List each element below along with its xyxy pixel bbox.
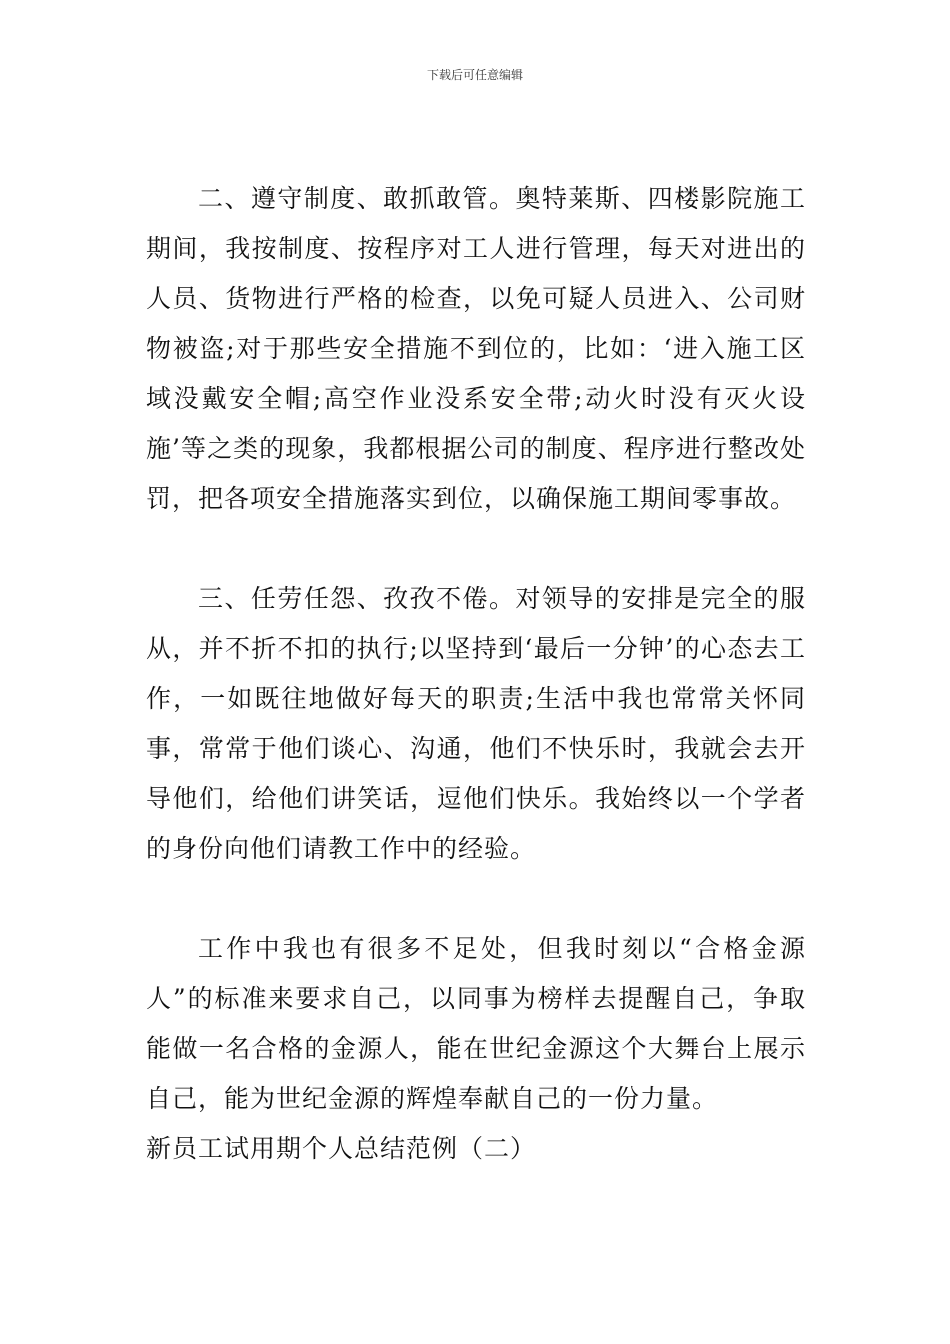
paragraph-diligence: 三、任劳任怨、孜孜不倦。对领导的安排是完全的服从，并不折不扣的执行;以坚持到‘最后一分钟’的心态去工作，一如既往地做好每天的职责;生活中我也常常关怀同事，常常于他们谈心、沟通，他们不快乐时，我就会去开导他们，给他们讲笑话，逗他们快乐。我始终以一个学者的身份向他们请教工作中的经验。: [146, 584, 806, 863]
section-subtitle: 新员工试用期个人总结范例（二）: [146, 1134, 537, 1163]
paragraph-compliance: 二、遵守制度、敢抓敢管。奥特莱斯、四楼影院施工期间，我按制度、按程序对工人进行管理，每天对进出的人员、货物进行严格的检查，以免可疑人员进入、公司财物被盗;对于那些安全措施不到位的，比如：‘进入施工区域没戴安全帽;高空作业没系安全带;动火时没有灭火设施’等之类的现象，我都根据公司的制度、程序进行整改处罚，把各项安全措施落实到位，以确保施工期间零事故。: [146, 184, 806, 513]
paragraph-self-improvement: 工作中我也有很多不足处，但我时刻以“合格金源人”的标准来要求自己，以同事为榜样去提醒自己，争取能做一名合格的金源人，能在世纪金源这个大舞台上展示自己，能为世纪金源的辉煌奉献自己的一份力量。: [146, 934, 806, 1113]
header-note: 下载后可任意编辑: [426, 68, 523, 82]
